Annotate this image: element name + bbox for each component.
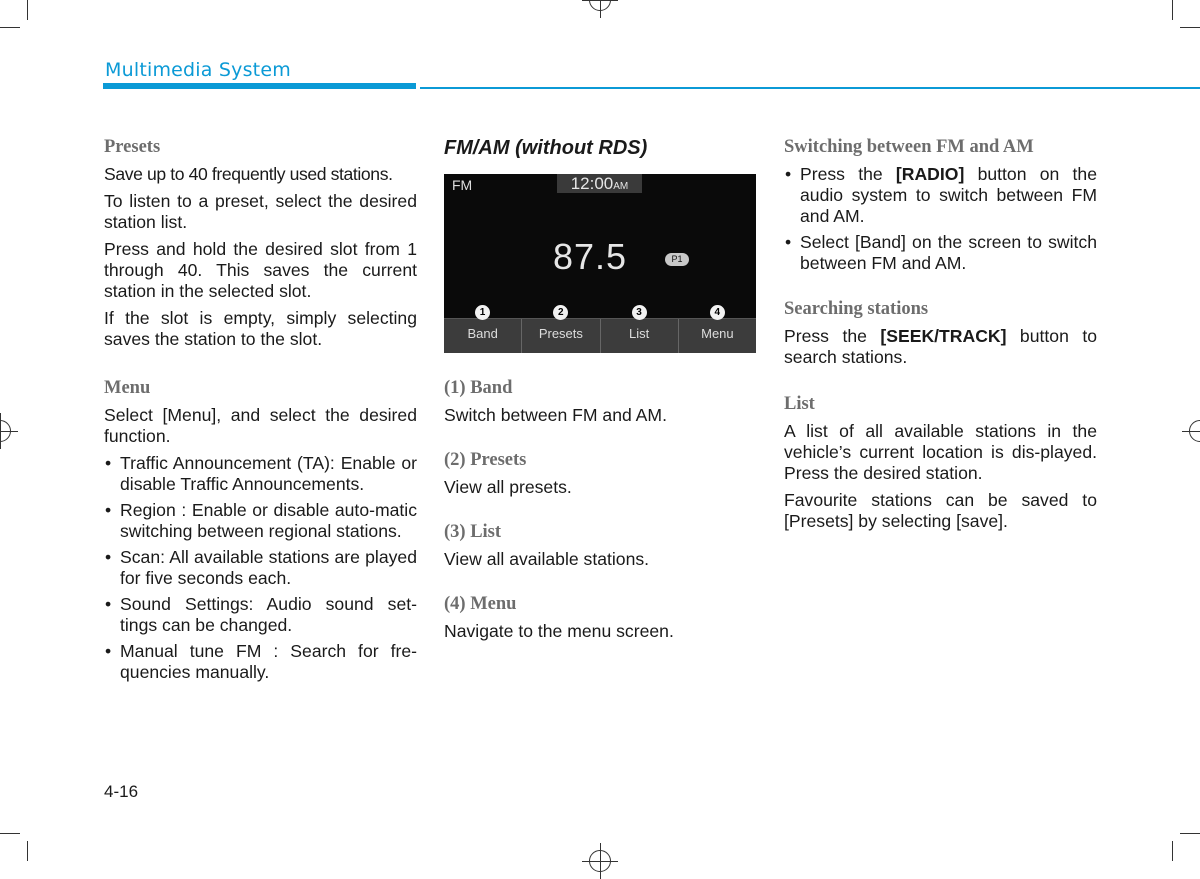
list-item: • Scan: All available stations are played for five seconds each. xyxy=(104,547,417,589)
callout-number: 1 xyxy=(475,305,490,320)
header-rule-thick xyxy=(103,83,416,89)
list-item: • Press the [RADIO] button on the audio system to switch between FM and AM. xyxy=(784,164,1097,227)
crop-mark xyxy=(1180,27,1200,28)
band-button-label: Band xyxy=(467,326,498,341)
presets-button[interactable] xyxy=(522,307,600,353)
list-text: A list of all available stations in the vehicle’s current location is dis-played. Press the desired station. xyxy=(784,421,1097,483)
column-left xyxy=(104,137,417,688)
menu-heading: Menu xyxy=(104,378,151,398)
radio-screen-figure xyxy=(444,174,756,352)
presets-heading: Presets xyxy=(104,137,161,157)
crop-mark xyxy=(1180,833,1200,834)
list-heading: List xyxy=(784,394,815,414)
screen-clock xyxy=(557,174,642,193)
item-text: Switch between FM and AM. xyxy=(444,405,667,425)
list-item: • Select [Band] on the screen to switch between FM and AM. xyxy=(784,232,1097,274)
list-item: • Traffic Announcement (TA): Enable or disable Traffic Announcements. xyxy=(104,453,417,495)
page-number: 4-16 xyxy=(104,782,139,801)
list-item: • Sound Settings: Audio sound set-tings can be changed. xyxy=(104,594,417,636)
list-text: Favourite stations can be saved to [Presets] by selecting [save]. xyxy=(784,490,1097,531)
presets-button-label: Presets xyxy=(538,326,583,341)
seek-track-button-ref: [SEEK/TRACK] xyxy=(880,326,1007,346)
menu-intro: Select [Menu], and select the desired function. xyxy=(104,405,417,446)
column-middle xyxy=(444,137,756,648)
callout-number: 4 xyxy=(710,305,725,320)
item-text: Navigate to the menu screen. xyxy=(444,621,674,641)
presets-paragraph: To listen to a preset, select the desired station list. xyxy=(104,191,417,232)
menu-button[interactable] xyxy=(679,307,756,353)
clock-ampm: AM xyxy=(613,181,629,192)
radio-button-ref: [RADIO] xyxy=(895,164,965,184)
crop-mark xyxy=(0,833,20,834)
searching-heading: Searching stations xyxy=(784,299,929,319)
registration-mark-icon xyxy=(0,420,11,442)
list-button[interactable] xyxy=(601,307,679,353)
clock-time: 12:00 xyxy=(570,174,614,193)
preset-badge: P1 xyxy=(665,253,689,266)
item-heading: (2) Presets xyxy=(444,450,527,470)
column-right xyxy=(784,137,1097,538)
registration-mark-icon xyxy=(589,850,611,872)
header-rule-thin xyxy=(420,87,1200,89)
crop-mark xyxy=(1172,841,1173,861)
item-heading: (3) List xyxy=(444,522,502,542)
item-text: View all available stations. xyxy=(444,549,650,569)
screen-button-bar xyxy=(444,307,756,353)
list-item: • Manual tune FM : Search for fre-quencies manually. xyxy=(104,641,417,683)
item-heading: (1) Band xyxy=(444,378,513,398)
crop-mark xyxy=(27,841,28,861)
screen-mode-label: FM xyxy=(452,177,473,193)
registration-mark-icon xyxy=(589,0,611,11)
presets-paragraph: If the slot is empty, simply selecting saves the station to the slot. xyxy=(104,308,417,349)
figure-title: FM/AM (without RDS) xyxy=(444,137,648,159)
presets-paragraph: Save up to 40 frequently used stations. xyxy=(104,164,393,184)
item-text: View all presets. xyxy=(444,477,572,497)
list-button-label: List xyxy=(629,326,650,341)
item-heading: (4) Menu xyxy=(444,594,517,614)
list-item: • Region : Enable or disable auto-matic switching between regional stations. xyxy=(104,500,417,542)
callout-number: 3 xyxy=(632,305,647,320)
screen-frequency: 87.5 xyxy=(552,236,628,277)
band-button[interactable] xyxy=(444,307,522,353)
menu-function-list xyxy=(104,453,417,683)
callout-number: 2 xyxy=(553,305,568,320)
registration-mark-icon xyxy=(1189,420,1200,442)
searching-text: Press the [SEEK/TRACK] button to search stations. xyxy=(784,326,1097,367)
section-title: Multimedia System xyxy=(105,59,291,81)
switching-heading: Switching between FM and AM xyxy=(784,137,1034,157)
presets-paragraph: Press and hold the desired slot from 1 through 40. This saves the current station in the selected slot. xyxy=(104,239,417,301)
crop-mark xyxy=(27,0,28,20)
crop-mark xyxy=(1172,0,1173,20)
menu-button-label: Menu xyxy=(701,326,734,341)
crop-mark xyxy=(0,27,20,28)
switching-list xyxy=(784,164,1097,274)
